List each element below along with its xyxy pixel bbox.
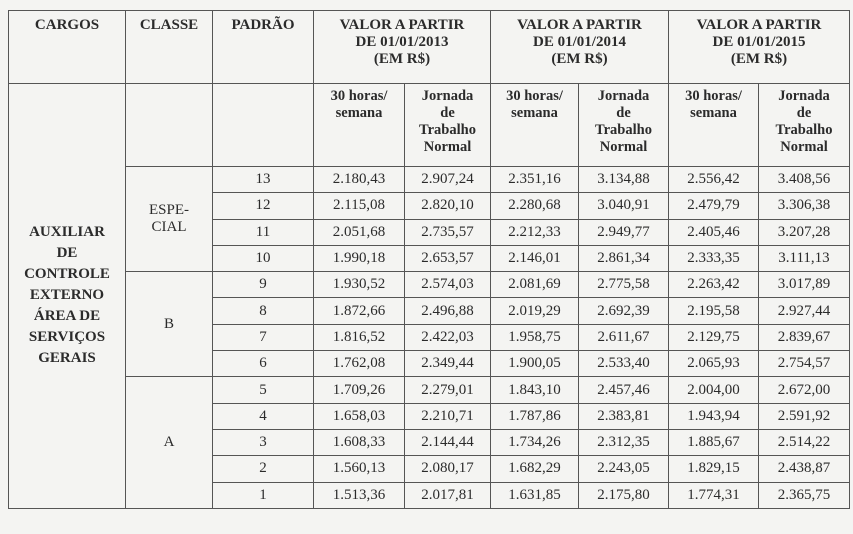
value-cell: 2.820,10 [405, 193, 491, 219]
value-cell: 2.081,69 [491, 272, 579, 298]
value-cell: 1.709,26 [314, 377, 405, 403]
padrao-cell: 2 [213, 456, 314, 482]
value-cell: 3.207,28 [759, 219, 850, 245]
value-cell: 3.040,91 [579, 193, 669, 219]
value-cell: 3.111,13 [759, 245, 850, 271]
value-cell: 2.556,42 [669, 167, 759, 193]
value-cell: 2.754,57 [759, 351, 850, 377]
subheader-30h: 30 horas/ semana [314, 84, 405, 167]
value-cell: 2.333,35 [669, 245, 759, 271]
subheader-normal: Jornada de Trabalho Normal [759, 84, 850, 167]
value-cell: 1.990,18 [314, 245, 405, 271]
value-cell: 2.175,80 [579, 482, 669, 508]
value-cell: 2.195,58 [669, 298, 759, 324]
value-cell: 1.734,26 [491, 429, 579, 455]
padrao-cell: 10 [213, 245, 314, 271]
header-padrao: PADRÃO [213, 11, 314, 84]
table-row [9, 272, 850, 298]
value-cell: 2.653,57 [405, 245, 491, 271]
value-cell: 2.457,46 [579, 377, 669, 403]
classe-cell: B [126, 272, 213, 377]
padrao-cell: 12 [213, 193, 314, 219]
empty-cell [126, 84, 213, 167]
value-cell: 1.682,29 [491, 456, 579, 482]
value-cell: 1.816,52 [314, 324, 405, 350]
padrao-cell: 1 [213, 482, 314, 508]
value-cell: 1.787,86 [491, 403, 579, 429]
value-cell: 3.306,38 [759, 193, 850, 219]
value-cell: 2.839,67 [759, 324, 850, 350]
value-cell: 2.243,05 [579, 456, 669, 482]
value-cell: 1.829,15 [669, 456, 759, 482]
empty-cell [213, 84, 314, 167]
value-cell: 2.280,68 [491, 193, 579, 219]
padrao-cell: 7 [213, 324, 314, 350]
padrao-cell: 8 [213, 298, 314, 324]
header-2013: VALOR A PARTIR DE 01/01/2013 (EM R$) [314, 11, 491, 84]
value-cell: 2.514,22 [759, 429, 850, 455]
value-cell: 2.533,40 [579, 351, 669, 377]
value-cell: 2.692,39 [579, 298, 669, 324]
padrao-cell: 11 [213, 219, 314, 245]
value-cell: 2.349,44 [405, 351, 491, 377]
header-2015: VALOR A PARTIR DE 01/01/2015 (EM R$) [669, 11, 850, 84]
value-cell: 2.279,01 [405, 377, 491, 403]
value-cell: 2.351,16 [491, 167, 579, 193]
subheader-30h: 30 horas/ semana [669, 84, 759, 167]
value-cell: 2.080,17 [405, 456, 491, 482]
value-cell: 2.949,77 [579, 219, 669, 245]
value-cell: 2.496,88 [405, 298, 491, 324]
padrao-cell: 13 [213, 167, 314, 193]
value-cell: 2.180,43 [314, 167, 405, 193]
value-cell: 1.762,08 [314, 351, 405, 377]
padrao-cell: 4 [213, 403, 314, 429]
header-cargos: CARGOS [9, 11, 126, 84]
value-cell: 1.958,75 [491, 324, 579, 350]
value-cell: 1.631,85 [491, 482, 579, 508]
value-cell: 3.134,88 [579, 167, 669, 193]
value-cell: 1.560,13 [314, 456, 405, 482]
value-cell: 2.210,71 [405, 403, 491, 429]
padrao-cell: 9 [213, 272, 314, 298]
value-cell: 2.212,33 [491, 219, 579, 245]
value-cell: 2.735,57 [405, 219, 491, 245]
padrao-cell: 5 [213, 377, 314, 403]
value-cell: 2.365,75 [759, 482, 850, 508]
value-cell: 1.843,10 [491, 377, 579, 403]
value-cell: 1.658,03 [314, 403, 405, 429]
padrao-cell: 6 [213, 351, 314, 377]
value-cell: 1.885,67 [669, 429, 759, 455]
value-cell: 3.017,89 [759, 272, 850, 298]
value-cell: 1.930,52 [314, 272, 405, 298]
value-cell: 2.672,00 [759, 377, 850, 403]
value-cell: 2.019,29 [491, 298, 579, 324]
table-row [9, 167, 850, 193]
value-cell: 2.927,44 [759, 298, 850, 324]
value-cell: 1.872,66 [314, 298, 405, 324]
value-cell: 2.591,92 [759, 403, 850, 429]
value-cell: 1.900,05 [491, 351, 579, 377]
value-cell: 2.861,34 [579, 245, 669, 271]
value-cell: 1.943,94 [669, 403, 759, 429]
classe-cell: A [126, 377, 213, 508]
value-cell: 2.146,01 [491, 245, 579, 271]
value-cell: 2.263,42 [669, 272, 759, 298]
value-cell: 2.438,87 [759, 456, 850, 482]
salary-table [8, 10, 850, 509]
value-cell: 2.065,93 [669, 351, 759, 377]
table-row [9, 377, 850, 403]
value-cell: 2.004,00 [669, 377, 759, 403]
value-cell: 1.774,31 [669, 482, 759, 508]
value-cell: 2.422,03 [405, 324, 491, 350]
header-2014: VALOR A PARTIR DE 01/01/2014 (EM R$) [491, 11, 669, 84]
value-cell: 2.479,79 [669, 193, 759, 219]
padrao-cell: 3 [213, 429, 314, 455]
value-cell: 2.115,08 [314, 193, 405, 219]
header-classe: CLASSE [126, 11, 213, 84]
value-cell: 2.129,75 [669, 324, 759, 350]
subheader-30h: 30 horas/ semana [491, 84, 579, 167]
subheader-normal: Jornada de Trabalho Normal [579, 84, 669, 167]
value-cell: 2.611,67 [579, 324, 669, 350]
value-cell: 2.051,68 [314, 219, 405, 245]
value-cell: 1.513,36 [314, 482, 405, 508]
value-cell: 1.608,33 [314, 429, 405, 455]
value-cell: 3.408,56 [759, 167, 850, 193]
value-cell: 2.405,46 [669, 219, 759, 245]
value-cell: 2.907,24 [405, 167, 491, 193]
value-cell: 2.144,44 [405, 429, 491, 455]
value-cell: 2.775,58 [579, 272, 669, 298]
classe-cell: ESPE- CIAL [126, 167, 213, 272]
value-cell: 2.312,35 [579, 429, 669, 455]
value-cell: 2.017,81 [405, 482, 491, 508]
value-cell: 2.383,81 [579, 403, 669, 429]
cargo-cell: AUXILIAR DE CONTROLE EXTERNO ÁREA DE SERVIÇOS GERAIS [9, 84, 126, 509]
value-cell: 2.574,03 [405, 272, 491, 298]
subheader-normal: Jornada de Trabalho Normal [405, 84, 491, 167]
